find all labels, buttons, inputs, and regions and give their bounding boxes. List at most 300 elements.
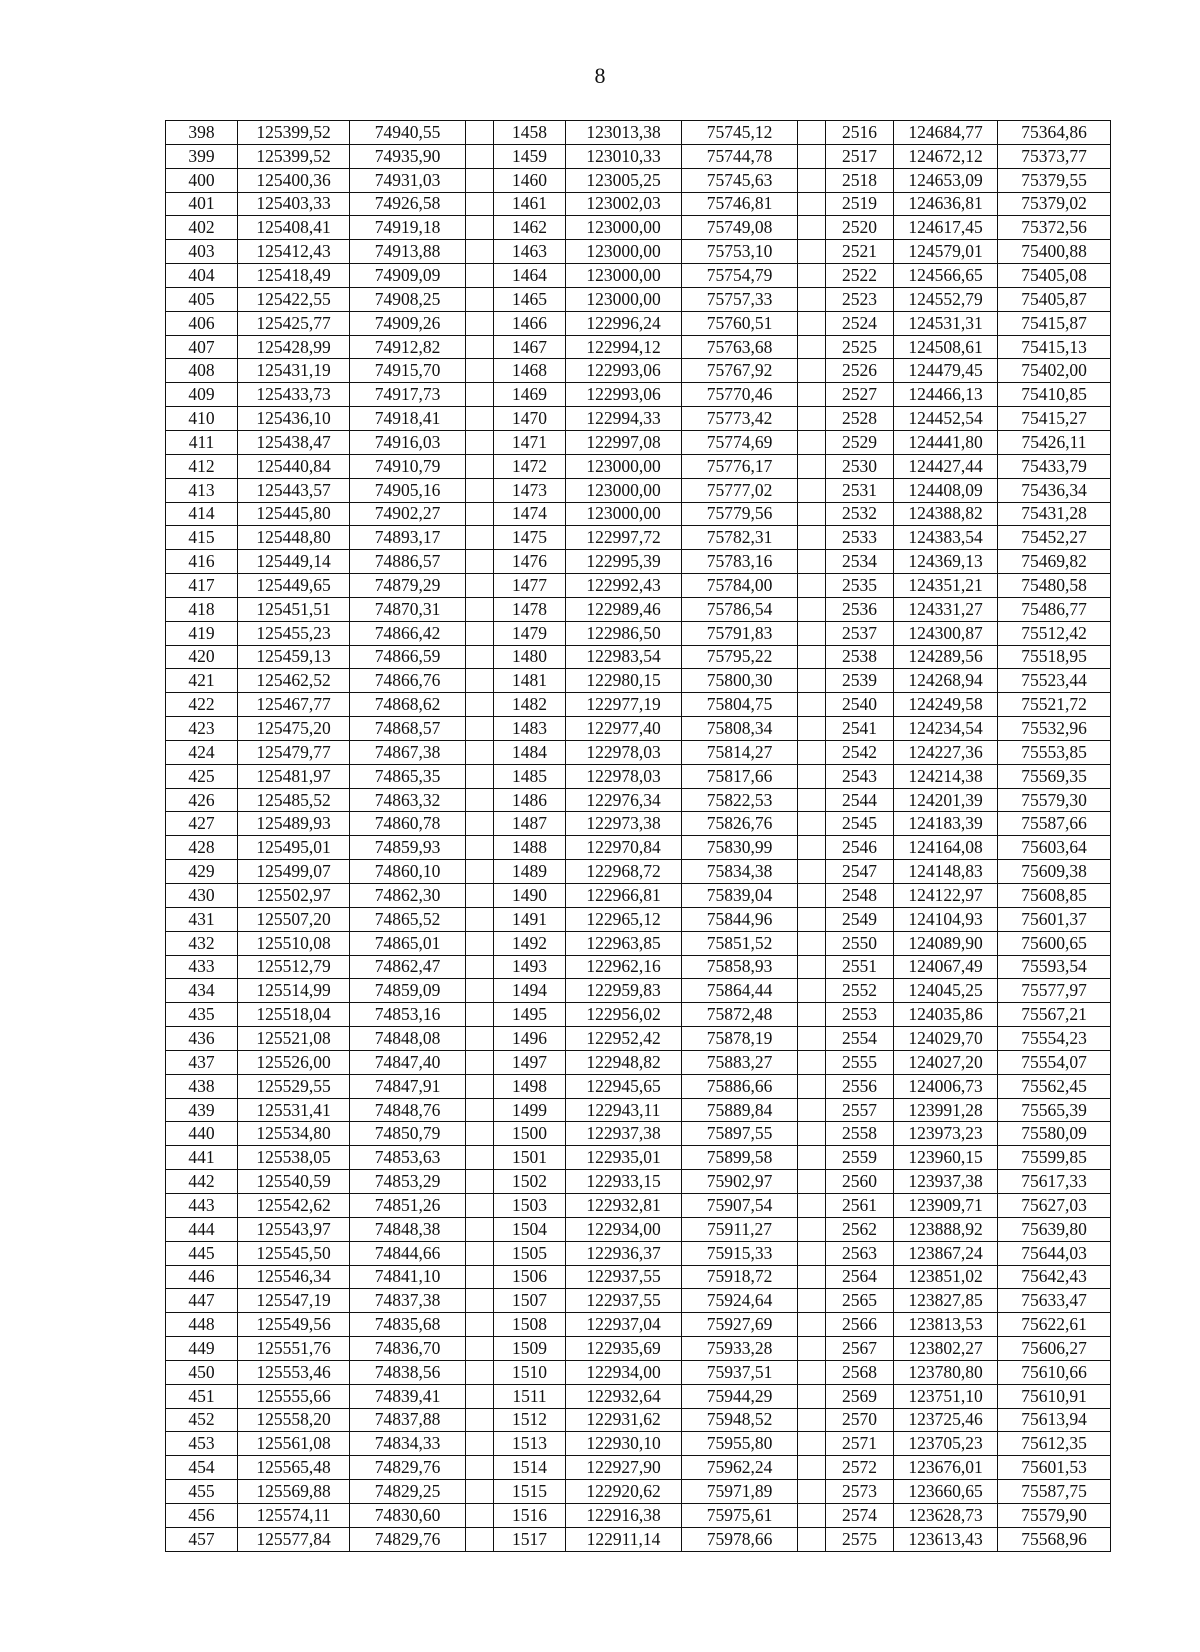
y-coordinate-cell: 74853,63 — [350, 1146, 466, 1170]
x-coordinate-cell: 122965,12 — [566, 907, 682, 931]
x-coordinate-cell: 125475,20 — [238, 717, 350, 741]
column-gap — [466, 1360, 494, 1384]
y-coordinate-cell: 75782,31 — [682, 526, 798, 550]
y-coordinate-cell: 74915,70 — [350, 359, 466, 383]
y-coordinate-cell: 75883,27 — [682, 1050, 798, 1074]
column-gap — [798, 1480, 826, 1504]
y-coordinate-cell: 74870,31 — [350, 597, 466, 621]
column-gap — [798, 669, 826, 693]
table-row — [166, 550, 1111, 574]
point-number-cell: 417 — [166, 574, 238, 598]
y-coordinate-cell: 74918,41 — [350, 407, 466, 431]
column-gap — [466, 931, 494, 955]
table-row — [166, 764, 1111, 788]
column-gap — [466, 884, 494, 908]
point-number-cell: 1481 — [494, 669, 566, 693]
point-number-cell: 2525 — [826, 335, 894, 359]
column-gap — [466, 1241, 494, 1265]
point-number-cell: 1460 — [494, 168, 566, 192]
point-number-cell: 2534 — [826, 550, 894, 574]
table-row — [166, 1480, 1111, 1504]
point-number-cell: 431 — [166, 907, 238, 931]
x-coordinate-cell: 122992,43 — [566, 574, 682, 598]
x-coordinate-cell: 123628,73 — [894, 1503, 998, 1527]
point-number-cell: 435 — [166, 1003, 238, 1027]
column-gap — [798, 1217, 826, 1241]
table-row — [166, 311, 1111, 335]
point-number-cell: 2569 — [826, 1384, 894, 1408]
y-coordinate-cell: 75613,94 — [998, 1408, 1111, 1432]
x-coordinate-cell: 124452,54 — [894, 407, 998, 431]
point-number-cell: 2526 — [826, 359, 894, 383]
y-coordinate-cell: 74940,55 — [350, 121, 466, 145]
table-row — [166, 1098, 1111, 1122]
y-coordinate-cell: 74866,59 — [350, 645, 466, 669]
y-coordinate-cell: 75822,53 — [682, 788, 798, 812]
x-coordinate-cell: 123000,00 — [566, 454, 682, 478]
y-coordinate-cell: 75770,46 — [682, 383, 798, 407]
x-coordinate-cell: 125431,19 — [238, 359, 350, 383]
table-row — [166, 669, 1111, 693]
point-number-cell: 1500 — [494, 1122, 566, 1146]
y-coordinate-cell: 75587,75 — [998, 1480, 1111, 1504]
table-row — [166, 836, 1111, 860]
y-coordinate-cell: 75777,02 — [682, 478, 798, 502]
x-coordinate-cell: 122920,62 — [566, 1480, 682, 1504]
x-coordinate-cell: 122952,42 — [566, 1027, 682, 1051]
y-coordinate-cell: 75402,00 — [998, 359, 1111, 383]
x-coordinate-cell: 125540,59 — [238, 1170, 350, 1194]
x-coordinate-cell: 122997,72 — [566, 526, 682, 550]
y-coordinate-cell: 75553,85 — [998, 740, 1111, 764]
column-gap — [798, 979, 826, 1003]
column-gap — [798, 1289, 826, 1313]
table-row — [166, 454, 1111, 478]
point-number-cell: 2563 — [826, 1241, 894, 1265]
x-coordinate-cell: 122993,06 — [566, 383, 682, 407]
x-coordinate-cell: 122989,46 — [566, 597, 682, 621]
point-number-cell: 1458 — [494, 121, 566, 145]
x-coordinate-cell: 125521,08 — [238, 1027, 350, 1051]
y-coordinate-cell: 74893,17 — [350, 526, 466, 550]
point-number-cell: 1464 — [494, 264, 566, 288]
x-coordinate-cell: 122996,24 — [566, 311, 682, 335]
point-number-cell: 1487 — [494, 812, 566, 836]
point-number-cell: 2531 — [826, 478, 894, 502]
x-coordinate-cell: 122934,00 — [566, 1360, 682, 1384]
point-number-cell: 1475 — [494, 526, 566, 550]
point-number-cell: 2516 — [826, 121, 894, 145]
point-number-cell: 436 — [166, 1027, 238, 1051]
x-coordinate-cell: 125514,99 — [238, 979, 350, 1003]
y-coordinate-cell: 74865,01 — [350, 931, 466, 955]
point-number-cell: 2551 — [826, 955, 894, 979]
point-number-cell: 412 — [166, 454, 238, 478]
table-row — [166, 860, 1111, 884]
y-coordinate-cell: 75405,08 — [998, 264, 1111, 288]
point-number-cell: 450 — [166, 1360, 238, 1384]
point-number-cell: 414 — [166, 502, 238, 526]
point-number-cell: 1491 — [494, 907, 566, 931]
point-number-cell: 2521 — [826, 240, 894, 264]
column-gap — [466, 1527, 494, 1551]
x-coordinate-cell: 123000,00 — [566, 264, 682, 288]
x-coordinate-cell: 125565,48 — [238, 1456, 350, 1480]
column-gap — [466, 1027, 494, 1051]
x-coordinate-cell: 123780,80 — [894, 1360, 998, 1384]
x-coordinate-cell: 122977,19 — [566, 693, 682, 717]
column-gap — [798, 407, 826, 431]
column-gap — [466, 955, 494, 979]
point-number-cell: 406 — [166, 311, 238, 335]
point-number-cell: 2574 — [826, 1503, 894, 1527]
x-coordinate-cell: 124351,21 — [894, 574, 998, 598]
column-gap — [466, 526, 494, 550]
x-coordinate-cell: 122937,55 — [566, 1289, 682, 1313]
table-row — [166, 812, 1111, 836]
x-coordinate-cell: 125547,19 — [238, 1289, 350, 1313]
column-gap — [466, 407, 494, 431]
column-gap — [798, 621, 826, 645]
y-coordinate-cell: 75808,34 — [682, 717, 798, 741]
column-gap — [798, 1503, 826, 1527]
x-coordinate-cell: 122983,54 — [566, 645, 682, 669]
y-coordinate-cell: 74908,25 — [350, 287, 466, 311]
point-number-cell: 1496 — [494, 1027, 566, 1051]
y-coordinate-cell: 75757,33 — [682, 287, 798, 311]
point-number-cell: 2555 — [826, 1050, 894, 1074]
point-number-cell: 409 — [166, 383, 238, 407]
y-coordinate-cell: 74886,57 — [350, 550, 466, 574]
point-number-cell: 2559 — [826, 1146, 894, 1170]
x-coordinate-cell: 124214,38 — [894, 764, 998, 788]
column-gap — [466, 264, 494, 288]
y-coordinate-cell: 75415,27 — [998, 407, 1111, 431]
point-number-cell: 2545 — [826, 812, 894, 836]
point-number-cell: 2544 — [826, 788, 894, 812]
x-coordinate-cell: 125455,23 — [238, 621, 350, 645]
point-number-cell: 1473 — [494, 478, 566, 502]
x-coordinate-cell: 124388,82 — [894, 502, 998, 526]
point-number-cell: 439 — [166, 1098, 238, 1122]
column-gap — [466, 836, 494, 860]
y-coordinate-cell: 75897,55 — [682, 1122, 798, 1146]
x-coordinate-cell: 122911,14 — [566, 1527, 682, 1551]
y-coordinate-cell: 75587,66 — [998, 812, 1111, 836]
y-coordinate-cell: 75379,55 — [998, 168, 1111, 192]
y-coordinate-cell: 74860,10 — [350, 860, 466, 884]
column-gap — [466, 621, 494, 645]
column-gap — [798, 836, 826, 860]
column-gap — [798, 240, 826, 264]
point-number-cell: 2528 — [826, 407, 894, 431]
x-coordinate-cell: 124289,56 — [894, 645, 998, 669]
x-coordinate-cell: 125481,97 — [238, 764, 350, 788]
column-gap — [466, 1003, 494, 1027]
point-number-cell: 1489 — [494, 860, 566, 884]
y-coordinate-cell: 75415,87 — [998, 311, 1111, 335]
x-coordinate-cell: 125510,08 — [238, 931, 350, 955]
column-gap — [466, 764, 494, 788]
point-number-cell: 1480 — [494, 645, 566, 669]
table-row — [166, 1503, 1111, 1527]
point-number-cell: 1484 — [494, 740, 566, 764]
point-number-cell: 413 — [166, 478, 238, 502]
table-row — [166, 979, 1111, 1003]
column-gap — [798, 1408, 826, 1432]
y-coordinate-cell: 75783,16 — [682, 550, 798, 574]
y-coordinate-cell: 75405,87 — [998, 287, 1111, 311]
y-coordinate-cell: 75562,45 — [998, 1074, 1111, 1098]
x-coordinate-cell: 123937,38 — [894, 1170, 998, 1194]
x-coordinate-cell: 124369,13 — [894, 550, 998, 574]
x-coordinate-cell: 122968,72 — [566, 860, 682, 884]
point-number-cell: 1471 — [494, 430, 566, 454]
x-coordinate-cell: 125542,62 — [238, 1193, 350, 1217]
y-coordinate-cell: 75851,52 — [682, 931, 798, 955]
column-gap — [798, 192, 826, 216]
x-coordinate-cell: 125531,41 — [238, 1098, 350, 1122]
point-number-cell: 1517 — [494, 1527, 566, 1551]
x-coordinate-cell: 122978,03 — [566, 764, 682, 788]
y-coordinate-cell: 75617,33 — [998, 1170, 1111, 1194]
point-number-cell: 401 — [166, 192, 238, 216]
y-coordinate-cell: 75601,53 — [998, 1456, 1111, 1480]
point-number-cell: 437 — [166, 1050, 238, 1074]
y-coordinate-cell: 75610,66 — [998, 1360, 1111, 1384]
column-gap — [798, 454, 826, 478]
y-coordinate-cell: 74836,70 — [350, 1337, 466, 1361]
point-number-cell: 453 — [166, 1432, 238, 1456]
y-coordinate-cell: 74868,62 — [350, 693, 466, 717]
point-number-cell: 404 — [166, 264, 238, 288]
x-coordinate-cell: 122948,82 — [566, 1050, 682, 1074]
y-coordinate-cell: 75577,97 — [998, 979, 1111, 1003]
column-gap — [466, 454, 494, 478]
column-gap — [798, 502, 826, 526]
x-coordinate-cell: 125495,01 — [238, 836, 350, 860]
y-coordinate-cell: 75410,85 — [998, 383, 1111, 407]
column-gap — [466, 287, 494, 311]
x-coordinate-cell: 123725,46 — [894, 1408, 998, 1432]
point-number-cell: 2517 — [826, 144, 894, 168]
table-row — [166, 1408, 1111, 1432]
x-coordinate-cell: 125574,11 — [238, 1503, 350, 1527]
y-coordinate-cell: 75426,11 — [998, 430, 1111, 454]
point-number-cell: 2561 — [826, 1193, 894, 1217]
x-coordinate-cell: 124035,86 — [894, 1003, 998, 1027]
column-gap — [798, 860, 826, 884]
y-coordinate-cell: 75622,61 — [998, 1313, 1111, 1337]
y-coordinate-cell: 75512,42 — [998, 621, 1111, 645]
table-row — [166, 1241, 1111, 1265]
point-number-cell: 1488 — [494, 836, 566, 860]
column-gap — [466, 1503, 494, 1527]
column-gap — [798, 311, 826, 335]
point-number-cell: 457 — [166, 1527, 238, 1551]
y-coordinate-cell: 74853,29 — [350, 1170, 466, 1194]
table-row — [166, 1217, 1111, 1241]
point-number-cell: 1466 — [494, 311, 566, 335]
x-coordinate-cell: 125412,43 — [238, 240, 350, 264]
column-gap — [798, 1122, 826, 1146]
column-gap — [466, 740, 494, 764]
table-row — [166, 478, 1111, 502]
y-coordinate-cell: 74912,82 — [350, 335, 466, 359]
x-coordinate-cell: 125467,77 — [238, 693, 350, 717]
point-number-cell: 1474 — [494, 502, 566, 526]
column-gap — [798, 335, 826, 359]
column-gap — [798, 1193, 826, 1217]
point-number-cell: 2573 — [826, 1480, 894, 1504]
point-number-cell: 455 — [166, 1480, 238, 1504]
x-coordinate-cell: 124268,94 — [894, 669, 998, 693]
y-coordinate-cell: 74839,41 — [350, 1384, 466, 1408]
y-coordinate-cell: 74851,26 — [350, 1193, 466, 1217]
point-number-cell: 420 — [166, 645, 238, 669]
y-coordinate-cell: 75627,03 — [998, 1193, 1111, 1217]
y-coordinate-cell: 74931,03 — [350, 168, 466, 192]
point-number-cell: 2518 — [826, 168, 894, 192]
x-coordinate-cell: 124183,39 — [894, 812, 998, 836]
point-number-cell: 419 — [166, 621, 238, 645]
y-coordinate-cell: 75580,09 — [998, 1122, 1111, 1146]
x-coordinate-cell: 124249,58 — [894, 693, 998, 717]
x-coordinate-cell: 122997,08 — [566, 430, 682, 454]
point-number-cell: 2519 — [826, 192, 894, 216]
point-number-cell: 1479 — [494, 621, 566, 645]
x-coordinate-cell: 124531,31 — [894, 311, 998, 335]
point-number-cell: 1499 — [494, 1098, 566, 1122]
point-number-cell: 1462 — [494, 216, 566, 240]
column-gap — [466, 1337, 494, 1361]
point-number-cell: 2571 — [826, 1432, 894, 1456]
x-coordinate-cell: 123867,24 — [894, 1241, 998, 1265]
point-number-cell: 1469 — [494, 383, 566, 407]
y-coordinate-cell: 75978,66 — [682, 1527, 798, 1551]
table-row — [166, 383, 1111, 407]
table-row — [166, 1193, 1111, 1217]
point-number-cell: 421 — [166, 669, 238, 693]
y-coordinate-cell: 75593,54 — [998, 955, 1111, 979]
table-row — [166, 240, 1111, 264]
y-coordinate-cell: 75609,38 — [998, 860, 1111, 884]
point-number-cell: 402 — [166, 216, 238, 240]
y-coordinate-cell: 75642,43 — [998, 1265, 1111, 1289]
point-number-cell: 2557 — [826, 1098, 894, 1122]
x-coordinate-cell: 124617,45 — [894, 216, 998, 240]
column-gap — [466, 597, 494, 621]
y-coordinate-cell: 75817,66 — [682, 764, 798, 788]
y-coordinate-cell: 75639,80 — [998, 1217, 1111, 1241]
y-coordinate-cell: 75878,19 — [682, 1027, 798, 1051]
y-coordinate-cell: 75927,69 — [682, 1313, 798, 1337]
x-coordinate-cell: 122970,84 — [566, 836, 682, 860]
table-row — [166, 1289, 1111, 1313]
x-coordinate-cell: 125440,84 — [238, 454, 350, 478]
y-coordinate-cell: 75603,64 — [998, 836, 1111, 860]
point-number-cell: 456 — [166, 1503, 238, 1527]
y-coordinate-cell: 74848,76 — [350, 1098, 466, 1122]
table-row — [166, 1146, 1111, 1170]
y-coordinate-cell: 74909,09 — [350, 264, 466, 288]
table-row — [166, 1384, 1111, 1408]
x-coordinate-cell: 123751,10 — [894, 1384, 998, 1408]
point-number-cell: 424 — [166, 740, 238, 764]
y-coordinate-cell: 74902,27 — [350, 502, 466, 526]
table-row — [166, 1050, 1111, 1074]
y-coordinate-cell: 74913,88 — [350, 240, 466, 264]
column-gap — [466, 1098, 494, 1122]
y-coordinate-cell: 75763,68 — [682, 335, 798, 359]
y-coordinate-cell: 74830,60 — [350, 1503, 466, 1527]
table-row — [166, 1360, 1111, 1384]
table-row — [166, 645, 1111, 669]
x-coordinate-cell: 122916,38 — [566, 1503, 682, 1527]
y-coordinate-cell: 75749,08 — [682, 216, 798, 240]
x-coordinate-cell: 125403,33 — [238, 192, 350, 216]
x-coordinate-cell: 124104,93 — [894, 907, 998, 931]
point-number-cell: 407 — [166, 335, 238, 359]
column-gap — [798, 1003, 826, 1027]
point-number-cell: 2570 — [826, 1408, 894, 1432]
point-number-cell: 2564 — [826, 1265, 894, 1289]
column-gap — [798, 1146, 826, 1170]
x-coordinate-cell: 124672,12 — [894, 144, 998, 168]
page-number: 8 — [594, 63, 606, 88]
column-gap — [466, 311, 494, 335]
point-number-cell: 408 — [166, 359, 238, 383]
x-coordinate-cell: 122978,03 — [566, 740, 682, 764]
x-coordinate-cell: 123827,85 — [894, 1289, 998, 1313]
point-number-cell: 423 — [166, 717, 238, 741]
y-coordinate-cell: 75746,81 — [682, 192, 798, 216]
x-coordinate-cell: 122977,40 — [566, 717, 682, 741]
y-coordinate-cell: 75944,29 — [682, 1384, 798, 1408]
point-number-cell: 2547 — [826, 860, 894, 884]
y-coordinate-cell: 75844,96 — [682, 907, 798, 931]
point-number-cell: 1465 — [494, 287, 566, 311]
point-number-cell: 1509 — [494, 1337, 566, 1361]
column-gap — [466, 550, 494, 574]
column-gap — [798, 478, 826, 502]
point-number-cell: 447 — [166, 1289, 238, 1313]
y-coordinate-cell: 75839,04 — [682, 884, 798, 908]
x-coordinate-cell: 123000,00 — [566, 216, 682, 240]
point-number-cell: 2543 — [826, 764, 894, 788]
x-coordinate-cell: 125399,52 — [238, 144, 350, 168]
y-coordinate-cell: 75612,35 — [998, 1432, 1111, 1456]
x-coordinate-cell: 123010,33 — [566, 144, 682, 168]
column-gap — [466, 1289, 494, 1313]
y-coordinate-cell: 75518,95 — [998, 645, 1111, 669]
table-row — [166, 1003, 1111, 1027]
y-coordinate-cell: 74910,79 — [350, 454, 466, 478]
y-coordinate-cell: 75864,44 — [682, 979, 798, 1003]
point-number-cell: 438 — [166, 1074, 238, 1098]
point-number-cell: 1492 — [494, 931, 566, 955]
y-coordinate-cell: 75915,33 — [682, 1241, 798, 1265]
y-coordinate-cell: 75644,03 — [998, 1241, 1111, 1265]
y-coordinate-cell: 75379,02 — [998, 192, 1111, 216]
column-gap — [798, 1384, 826, 1408]
table-row — [166, 907, 1111, 931]
point-number-cell: 1512 — [494, 1408, 566, 1432]
column-gap — [798, 144, 826, 168]
point-number-cell: 2565 — [826, 1289, 894, 1313]
x-coordinate-cell: 125408,41 — [238, 216, 350, 240]
column-gap — [466, 335, 494, 359]
